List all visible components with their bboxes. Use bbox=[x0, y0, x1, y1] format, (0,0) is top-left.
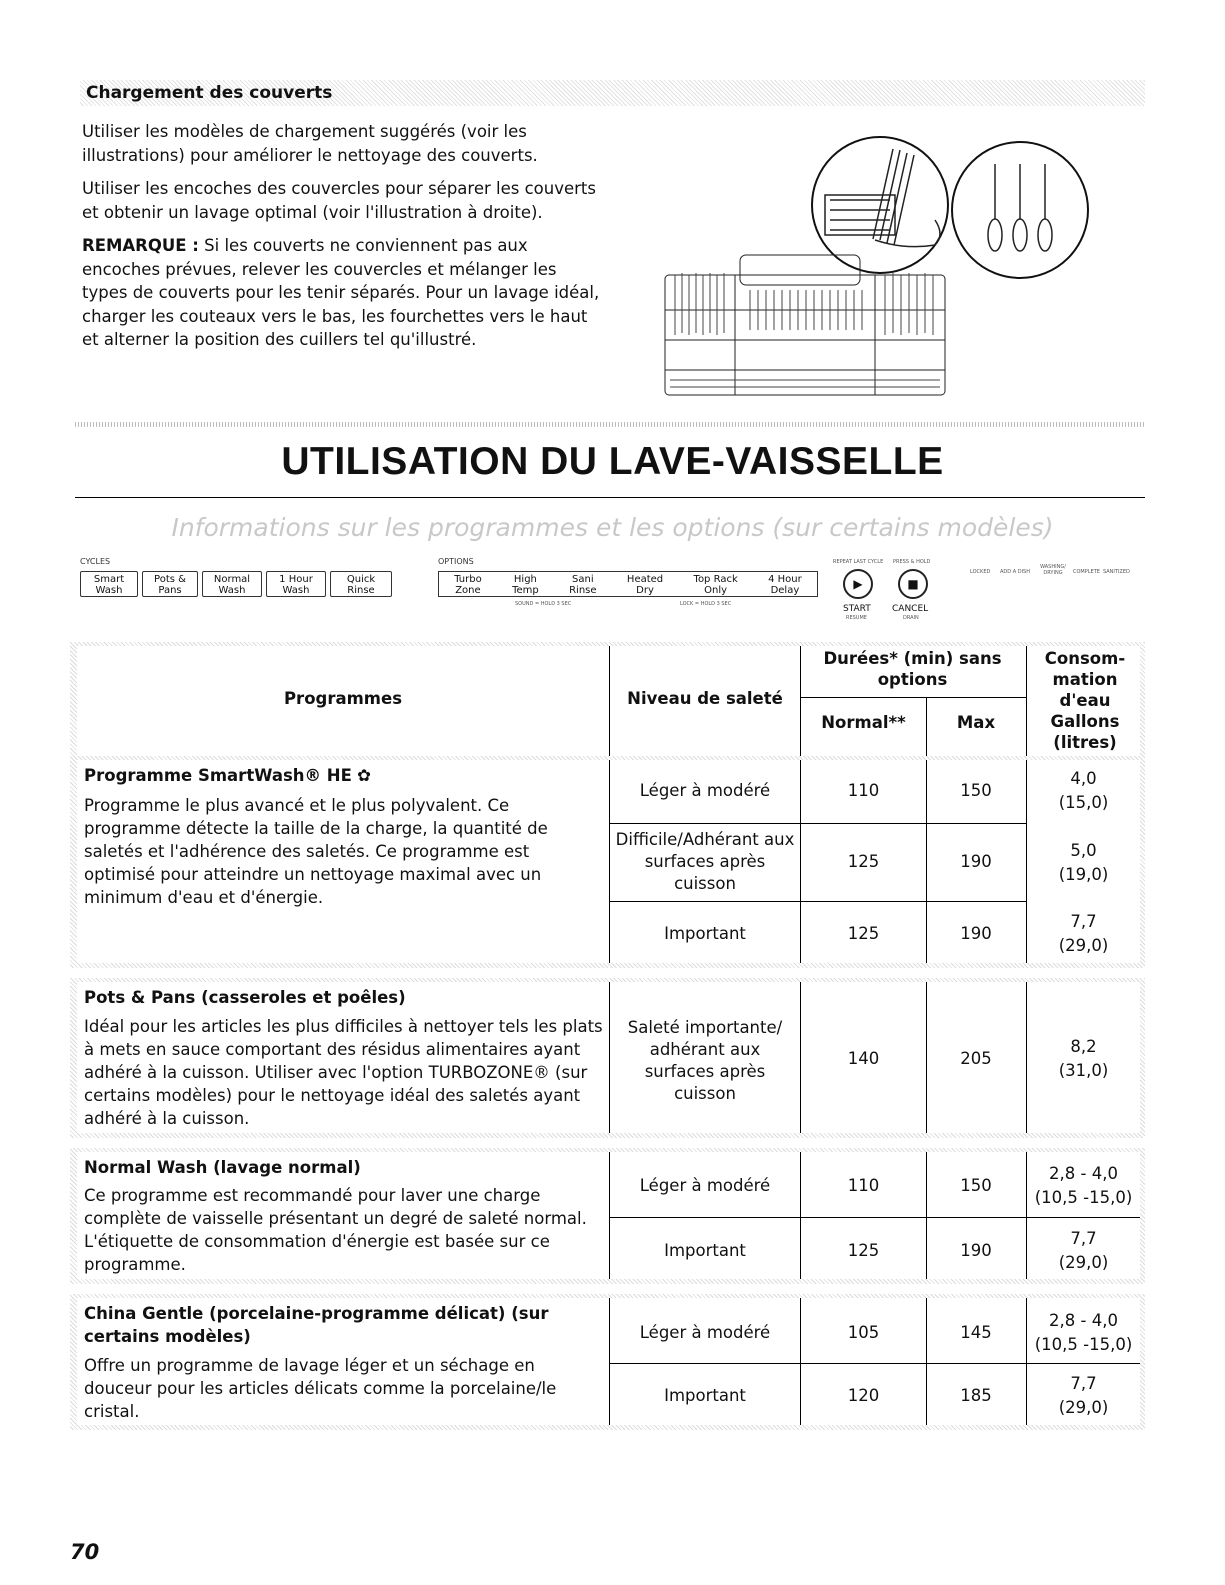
table-cell: (29,0) bbox=[1058, 1398, 1109, 1417]
button-line: Quick bbox=[346, 574, 376, 585]
table-cell: 125 bbox=[847, 852, 880, 871]
intro-paragraph-2: Utiliser les encoches des couvercles pour séparer les couverts et obtenir un lavage optimal (voir l'illustration à droite). bbox=[82, 179, 596, 222]
table-cell: (29,0) bbox=[1058, 936, 1109, 955]
table-cell: 7,7 bbox=[1070, 1374, 1097, 1393]
grid-line bbox=[1026, 646, 1027, 756]
subtitle: Informations sur les programmes et les options (sur certains modèles) bbox=[171, 513, 1054, 542]
header-conso: Consom- mation d'eau Gallons (litres) bbox=[1044, 649, 1126, 752]
option-sani-rinse-button[interactable] bbox=[569, 572, 596, 596]
play-icon: ▶ bbox=[853, 577, 863, 591]
cycle-normal-wash-button[interactable] bbox=[202, 571, 262, 597]
button-line: Delay bbox=[770, 585, 800, 596]
grid-line bbox=[609, 901, 1026, 902]
drain-label: DRAIN bbox=[903, 615, 919, 621]
table-cell: 150 bbox=[960, 1176, 992, 1195]
table-cell: (10,5 -15,0) bbox=[1034, 1188, 1133, 1207]
section-header bbox=[80, 80, 1145, 106]
option-high-temp-button[interactable] bbox=[512, 572, 539, 596]
start-button[interactable] bbox=[843, 569, 873, 599]
table-cell: 125 bbox=[847, 1241, 880, 1260]
table-cell: 5,0 bbox=[1070, 841, 1097, 860]
button-line: 4 Hour bbox=[768, 574, 802, 585]
table-cell: Important bbox=[664, 924, 746, 943]
table-cell: 8,2 bbox=[1070, 1037, 1097, 1056]
options-panel bbox=[438, 571, 818, 597]
header-max: Max bbox=[956, 713, 996, 732]
table-cell: 120 bbox=[847, 1386, 880, 1405]
table-cell: 125 bbox=[847, 924, 880, 943]
grid-line bbox=[609, 982, 610, 1133]
button-line: 1 Hour bbox=[279, 574, 313, 585]
pots-pans-title: Pots & Pans (casseroles et poêles) bbox=[84, 988, 406, 1007]
intro-text bbox=[82, 120, 602, 362]
repeat-last-label: REPEAT LAST CYCLE bbox=[833, 559, 884, 565]
cancel-button[interactable] bbox=[898, 569, 928, 599]
table-cell: 145 bbox=[960, 1323, 992, 1342]
table-cell: Saleté importante/ adhérant aux surfaces après cuisson bbox=[627, 1018, 783, 1103]
sound-hold-label: SOUND = HOLD 3 SEC bbox=[515, 601, 572, 607]
table-cell: 2,8 - 4,0 bbox=[1049, 1164, 1118, 1183]
cutlery-basket-illustration bbox=[660, 135, 1130, 400]
table-cell: 205 bbox=[960, 1049, 992, 1068]
table-cell: (31,0) bbox=[1058, 1061, 1109, 1080]
pots-pans-desc: Idéal pour les articles les plus difficiles à nettoyer tels les plats à mets en sauce comportant des résidus alimentaires ayant adhéré à la cuisson. Utiliser avec l'option TURBOZONE® (sur certains modèles) pour le nettoyage idéal des saletés ayant adhéré à la cuisson. bbox=[84, 1017, 603, 1128]
button-line: High bbox=[513, 574, 537, 585]
status-add-a-dish: ADD A DISH bbox=[1000, 569, 1030, 575]
button-line: Dry bbox=[636, 585, 654, 596]
smartwash-title bbox=[84, 764, 604, 787]
table-cell: 7,7 bbox=[1070, 912, 1097, 931]
page-title: UTILISATION DU LAVE-VAISSELLE bbox=[281, 440, 944, 483]
button-line: Rinse bbox=[347, 585, 375, 596]
china-gentle-title: China Gentle (porcelaine-programme délicat) (sur certains modèles) bbox=[84, 1304, 549, 1346]
remark-text: Si les couverts ne conviennent pas aux encoches prévues, relever les couvercles et mélanger les types de couverts pour les tenir séparés. Pour un lavage idéal, charger les couteaux vers le bas, les fourchettes vers le haut et alterner la position des cuillers tel qu'illustré. bbox=[82, 236, 600, 349]
table-cell: 190 bbox=[960, 924, 992, 943]
page-number: 70 bbox=[70, 1540, 100, 1564]
button-line: Wash bbox=[218, 585, 246, 596]
table-cell: Difficile/Adhérant aux surfaces après cuisson bbox=[615, 830, 795, 893]
grid-line bbox=[926, 698, 927, 756]
button-line: Pans bbox=[158, 585, 182, 596]
button-line: Normal bbox=[213, 574, 251, 585]
button-line: Heated bbox=[626, 574, 664, 585]
table-cell: 105 bbox=[847, 1323, 880, 1342]
option-heated-dry-button[interactable] bbox=[627, 572, 663, 596]
cycle-pots-pans-button[interactable] bbox=[142, 571, 198, 597]
button-line: Temp bbox=[512, 585, 539, 596]
grid-line bbox=[800, 646, 801, 756]
button-line: Wash bbox=[95, 585, 123, 596]
table-cell: Léger à modéré bbox=[639, 1176, 771, 1195]
button-line: Sani bbox=[572, 574, 594, 585]
option-4-hour-delay-button[interactable] bbox=[768, 572, 802, 596]
title-underline bbox=[75, 497, 1145, 498]
button-line: Only bbox=[704, 585, 728, 596]
start-label: START bbox=[843, 604, 871, 614]
table-cell: 110 bbox=[847, 781, 880, 800]
intro-paragraph-1: Utiliser les modèles de chargement suggérés (voir les illustrations) pour améliorer le nettoyage des couverts. bbox=[82, 122, 538, 165]
table-cell: 140 bbox=[847, 1049, 880, 1068]
cycle-1-hour-wash-button[interactable] bbox=[266, 571, 326, 597]
table-cell: 7,7 bbox=[1070, 1229, 1097, 1248]
cycles-label: CYCLES bbox=[80, 557, 111, 566]
table-cell: Léger à modéré bbox=[639, 781, 771, 800]
table-cell: 190 bbox=[960, 852, 992, 871]
table-cell: (15,0) bbox=[1058, 793, 1109, 812]
grid-line bbox=[609, 1363, 1140, 1364]
table-cell: 2,8 - 4,0 bbox=[1049, 1311, 1118, 1330]
normal-wash-desc: Ce programme est recommandé pour laver une charge complète de vaisselle présentant un degré de saleté normal. L'étiquette de consommation d'énergie est basée sur ce programme. bbox=[84, 1186, 587, 1274]
cycle-quick-rinse-button[interactable] bbox=[330, 571, 392, 597]
table-cell: 150 bbox=[960, 781, 992, 800]
table-cell: 185 bbox=[960, 1386, 992, 1405]
option-turbo-zone-button[interactable] bbox=[454, 572, 482, 596]
header-niveau: Niveau de saleté bbox=[627, 689, 783, 708]
status-complete: COMPLETE bbox=[1073, 569, 1100, 575]
stop-icon: ■ bbox=[907, 577, 919, 591]
lock-hold-label: LOCK = HOLD 3 SEC bbox=[680, 601, 732, 607]
button-line: Turbo bbox=[454, 574, 482, 585]
grid-line bbox=[609, 646, 610, 756]
table-cell: 190 bbox=[960, 1241, 992, 1260]
smartwash-desc: Programme le plus avancé et le plus polyvalent. Ce programme détecte la taille de la charge, la quantité de saletés et l'adhérence des saletés. Ce programme est optimisé pour atteindre un nettoyage maximal avec un minimum d'eau et d'énergie. bbox=[84, 796, 548, 907]
grid-line bbox=[609, 823, 1026, 824]
section-title: Chargement des couverts bbox=[86, 83, 333, 103]
remark-label: REMARQUE : bbox=[82, 236, 199, 255]
table-cell: Important bbox=[664, 1386, 746, 1405]
button-line: Smart bbox=[93, 574, 125, 585]
cancel-label: CANCEL bbox=[892, 604, 929, 614]
press-hold-label: PRESS & HOLD bbox=[893, 559, 931, 565]
intro-paragraph-3 bbox=[82, 234, 602, 352]
header-normal: Normal** bbox=[821, 713, 906, 732]
status-washing-drying: WASHING/ DRYING bbox=[1040, 564, 1066, 576]
grid-line bbox=[800, 697, 1026, 698]
table-cell: 4,0 bbox=[1070, 769, 1097, 788]
cycle-buttons bbox=[80, 571, 392, 597]
button-line: Pots & bbox=[154, 574, 186, 585]
table-cell: (10,5 -15,0) bbox=[1034, 1335, 1133, 1354]
options-label: OPTIONS bbox=[438, 557, 474, 566]
leaf-icon: ✿ bbox=[357, 766, 371, 785]
table-cell: Important bbox=[664, 1241, 746, 1260]
divider bbox=[75, 422, 1145, 427]
table-cell: (19,0) bbox=[1058, 865, 1109, 884]
resume-label: RESUME bbox=[846, 615, 867, 621]
button-line: Top Rack bbox=[693, 574, 738, 585]
china-gentle-desc: Offre un programme de lavage léger et un séchage en douceur pour les articles délicats comme la porcelaine/le cristal. bbox=[84, 1356, 557, 1421]
header-durees: Durées* (min) sans options bbox=[823, 649, 1002, 689]
status-sanitized: SANITIZED bbox=[1103, 569, 1130, 575]
button-line: Zone bbox=[455, 585, 481, 596]
group-title: Programme SmartWash® HE bbox=[84, 766, 352, 785]
cycle-smart-wash-button[interactable] bbox=[80, 571, 138, 597]
header-programmes: Programmes bbox=[283, 689, 403, 708]
normal-wash-title: Normal Wash (lavage normal) bbox=[84, 1158, 361, 1177]
table-cell: 110 bbox=[847, 1176, 880, 1195]
grid-line bbox=[609, 1217, 1140, 1218]
table-cell: Léger à modéré bbox=[639, 1323, 771, 1342]
status-locked: LOCKED bbox=[970, 569, 991, 575]
button-line: Wash bbox=[282, 585, 310, 596]
button-line: Rinse bbox=[569, 585, 597, 596]
option-top-rack-only-button[interactable] bbox=[694, 572, 738, 596]
table-cell: (29,0) bbox=[1058, 1253, 1109, 1272]
